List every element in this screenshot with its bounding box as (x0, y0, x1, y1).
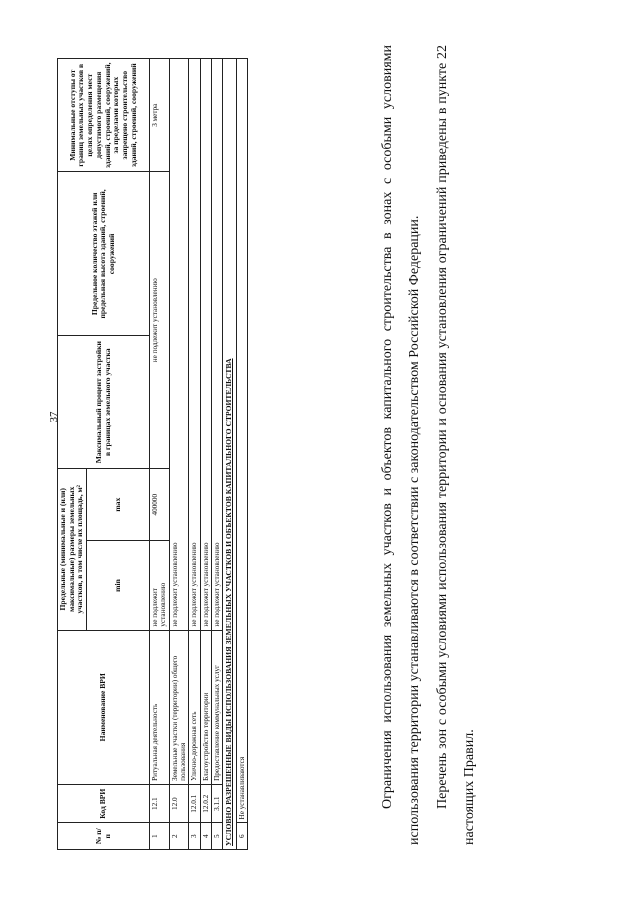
section-row (223, 59, 237, 850)
row-offset: 3 метра (150, 59, 170, 172)
header-name: Наименование ВРИ (58, 630, 150, 784)
paragraph-restrictions: Ограничения использования земельных участков и объектов капитального строительства в зонах с особыми условиями использования территории устанавливаются в соответствии с законодательством Российской Федерации. (380, 45, 422, 845)
row-num: 5 (211, 823, 222, 850)
table-header-row (58, 59, 87, 850)
row-name: Земельные участки (территории) общего пользования (169, 630, 189, 784)
row-num: 6 (236, 823, 247, 850)
row-code: 12.0.2 (200, 784, 211, 823)
table-row (211, 59, 222, 850)
header-percent: Максимальный процент застройки в границах земельного участка (58, 336, 150, 469)
row-rest: не подлежит установлению (189, 59, 200, 631)
section-conditional-title: УСЛОВНО РАЗРЕШЕННЫЕ ВИДЫ ИСПОЛЬЗОВАНИЯ ЗЕМЕЛЬНЫХ УЧАСТКОВ И ОБЪЕКТОВ КАПИТАЛЬНОГО СТРОИТЕЛЬСТВА (223, 59, 237, 850)
header-offsets: Минимальные отступы от границ земельных участков в целях определения мест допустимого размещения зданий, строений, сооружений, за пределами которых запрещено строительство зданий, строений, сооружений (58, 59, 150, 172)
row-code: 3.1.1 (211, 784, 222, 823)
row-num: 2 (169, 823, 189, 850)
page-number: 37 (48, 411, 60, 423)
table-row (189, 59, 200, 850)
row-code: 12.1 (150, 784, 170, 823)
row-name: Благоустройство территории (200, 630, 211, 784)
header-code: Код ВРИ (58, 784, 150, 823)
header-num: № п/п (58, 823, 150, 850)
row-percent-floors: не подлежит установлению (150, 172, 170, 469)
row-name: Улично-дорожная сеть (189, 630, 200, 784)
header-floors: Предельное количество этажей или предельная высота зданий, строений, сооружений (58, 172, 150, 336)
row-rest: не подлежит установлению (169, 59, 189, 631)
table-row (236, 59, 247, 850)
row-text: Не устанавливаются (236, 59, 247, 823)
row-code: 12.0.1 (189, 784, 200, 823)
table-row (150, 59, 170, 850)
row-min: не подлежит установлению (150, 541, 170, 630)
header-sizes: Предельные (минимальные и (или) максимальные) размеры земельных участков, в том числе их площадь, м² (58, 469, 87, 631)
row-name: Ритуальная деятельность (150, 630, 170, 784)
row-max: 400000 (150, 469, 170, 541)
table-row (169, 59, 189, 850)
row-name: Предоставление коммунальных услуг (211, 630, 222, 784)
row-num: 1 (150, 823, 170, 850)
vri-table (57, 58, 248, 850)
row-num: 3 (189, 823, 200, 850)
row-code: 12.0 (169, 784, 189, 823)
header-min: min (87, 541, 150, 630)
row-num: 4 (200, 823, 211, 850)
row-rest: не подлежит установлению (211, 59, 222, 631)
table-row (200, 59, 211, 850)
header-max: max (87, 469, 150, 541)
paragraph-zone-list: Перечень зон с особыми условиями использования территории и основания установления ограничений приведены в пункте 22 настоящих Правил. (435, 45, 477, 845)
row-rest: не подлежит установлению (200, 59, 211, 631)
